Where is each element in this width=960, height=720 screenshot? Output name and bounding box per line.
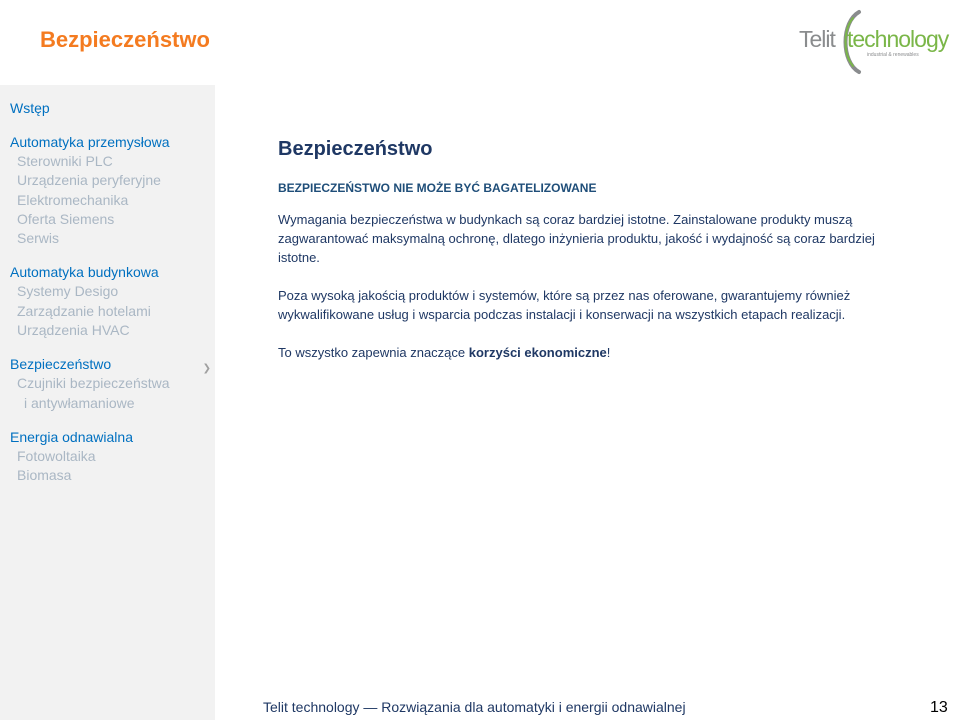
nav-item-oferta-siemens[interactable]: Oferta Siemens <box>17 210 115 227</box>
nav-head-bezpieczenstwo[interactable] <box>10 355 215 374</box>
nav-head-energia-odnawialna[interactable]: Energia odnawialna <box>10 428 133 445</box>
nav-item-czujniki-bezpieczenstwa[interactable]: Czujniki bezpieczeństwa <box>17 375 170 392</box>
nav-item-biomasa[interactable]: Biomasa <box>17 467 72 484</box>
nav-item-urzadzenia-peryferyjne[interactable]: Urządzenia peryferyjne <box>17 172 161 189</box>
nav-item-sterowniki-plc[interactable]: Sterowniki PLC <box>17 153 113 169</box>
footer <box>0 695 960 720</box>
nav-group-automatyka-przemyslowa <box>10 133 215 248</box>
paragraph-benefits <box>278 343 898 362</box>
nav-item-systemy-desigo[interactable]: Systemy Desigo <box>17 283 119 300</box>
logo-tagline: industrial & renewables <box>867 52 919 58</box>
nav-head-automatyka-budynkowa[interactable]: Automatyka budynkowa <box>10 264 159 281</box>
nav-head-automatyka-przemyslowa[interactable]: Automatyka przemysłowa <box>10 134 170 150</box>
nav-group-bezpieczenstwo <box>10 355 215 413</box>
benefits-prefix: To wszystko zapewnia znaczące <box>278 345 469 360</box>
section-subheading: BEZPIECZEŃSTWO NIE MOŻE BYĆ BAGATELIZOWANE <box>278 181 597 195</box>
benefits-highlight: korzyści ekonomiczne <box>468 345 607 360</box>
active-arrow-icon: ❯ <box>202 363 211 375</box>
benefits-suffix: ! <box>606 345 611 360</box>
nav-item-urzadzenia-hvac[interactable]: Urządzenia HVAC <box>17 322 130 339</box>
logo-brand-telit: Telit <box>799 26 835 52</box>
header-title: Bezpieczeństwo <box>40 27 210 52</box>
sidebar <box>0 85 215 720</box>
nav-item-antywlamaniowe[interactable]: i antywłamaniowe <box>24 394 135 411</box>
nav-item-serwis[interactable]: Serwis <box>17 230 60 247</box>
sidebar-nav <box>10 99 215 501</box>
paragraph-quality: Poza wysoką jakością produktów i systemów, które są przez nas oferowane, gwarantujemy również wykwalifikowane usług i wsparcia podczas instalacji i konserwacji na wszystkich etapach realizacji. <box>278 288 851 322</box>
nav-group-wstep <box>10 99 215 118</box>
nav-item-fotowoltaika[interactable]: Fotowoltaika <box>17 447 96 464</box>
nav-head-wstep[interactable]: Wstęp <box>10 100 50 116</box>
nav-group-energia-odnawialna <box>10 428 215 486</box>
page-title: Bezpieczeństwo <box>278 138 433 160</box>
telit-technology-logo <box>795 8 949 76</box>
page-number: 13 <box>930 699 948 716</box>
nav-item-zarzadzanie-hotelami[interactable]: Zarządzanie hotelami <box>17 302 151 319</box>
logo-brand-technology: technology <box>847 26 949 52</box>
header <box>0 0 960 85</box>
paragraph-requirements: Wymagania bezpieczeństwa w budynkach są coraz bardziej istotne. Zainstalowane produkty muszą zagwarantować maksymalną ochronę, dlatego inżynieria produktu, jakość i wydajność są coraz bardziej istotne. <box>278 212 875 265</box>
nav-head-bezpieczenstwo-label: Bezpieczeństwo <box>10 356 112 373</box>
nav-item-elektromechanika[interactable]: Elektromechanika <box>17 191 129 208</box>
nav-group-automatyka-budynkowa <box>10 263 215 340</box>
main-content <box>278 138 898 381</box>
footer-text: Telit technology — Rozwiązania dla automatyki i energii odnawialnej <box>263 699 686 715</box>
